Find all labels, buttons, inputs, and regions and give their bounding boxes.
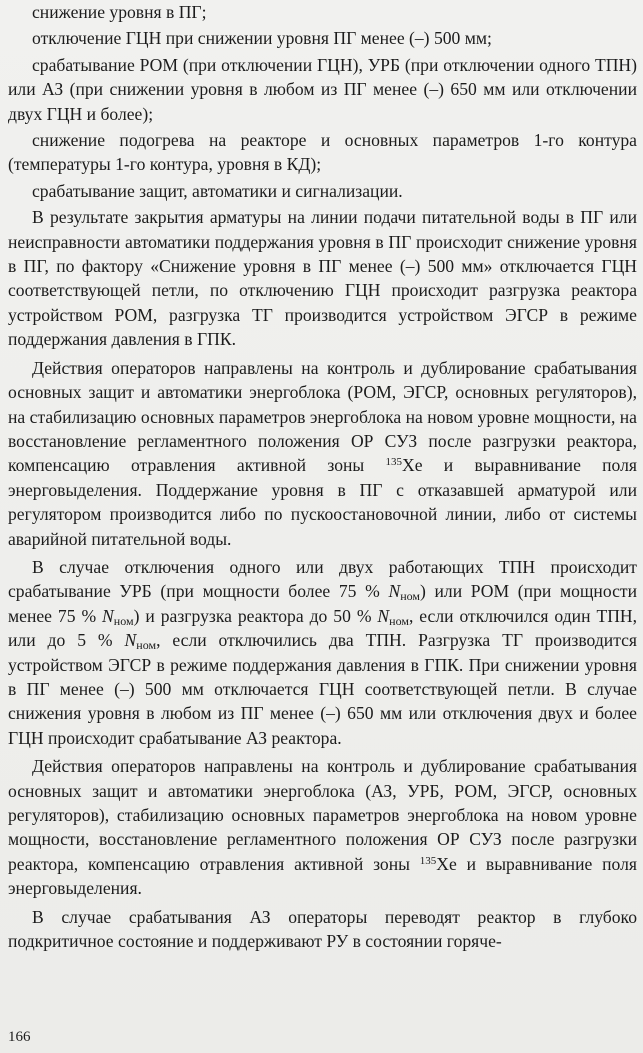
paragraph-text: Действия операторов направлены на контроль и дублирование срабатывания основных защит и автоматики энергоблока (РОМ, ЭГСР, основных регуляторов), на стабилизацию основных параметров энергоблока на новом уровне мощности, на восстановление регламентного положения ОР СУЗ после разгрузки реактора, компенсацию отравления активной зоны — [8, 357, 637, 476]
power-subscript: ном — [113, 613, 134, 628]
isotope-mass-number: 135 — [385, 456, 402, 469]
power-subscript: ном — [136, 638, 157, 653]
list-item: срабатывание РОМ (при отключении ГЦН), УРБ (при отключении одного ТПН) или АЗ (при снижении уровня в любом из ПГ менее (–) 650 мм или отключении двух ГЦН и более); — [8, 54, 637, 124]
isotope-mass-number: 135 — [419, 854, 437, 867]
power-symbol: N — [124, 630, 137, 651]
list-item: снижение подогрева на реакторе и основных параметров 1-го контура (температуры 1-го контура, уровня в КД); — [8, 130, 637, 175]
paragraph-text: , если отключился один ТПН, или до 5 % — [8, 605, 638, 651]
paragraph-text: Действия операторов направлены на контроль и дублирование срабатывания основных защит и автоматики энергоблока (АЗ, УРБ, РОМ, ЭГСР, основных регуляторов), стабилизацию основных параметров энергоблока на новом уровне мощности, восстановление регламентного положения ОР СУЗ после разгрузки реактора, компенсацию отравления активной зоны — [8, 756, 637, 874]
paragraph-text: ) и разгрузка реактора до 50 % — [133, 605, 378, 626]
paragraph: В результате закрытия арматуры на линии подачи питательной воды в ПГ или неисправности автоматики поддержания уровня в ПГ происходит снижение уровня в ПГ, по фактору «Снижение уровня в ПГ менее (–) 500 мм» отключается ГЦН соответствующей петли, по отключению ГЦН происходит разгрузка реактора устройством РОМ, разгрузка ТГ производится устройством ЭГСР в режиме поддержания давления в ГПК. — [8, 207, 637, 350]
power-symbol: N — [388, 581, 401, 602]
paragraph-text: В случае отключения одного или двух работающих ТПН происходит срабатывание УРБ (при мощности более 75 % — [8, 556, 637, 602]
paragraph-text: Xe и выравнивание поля энерговыделения. — [8, 853, 637, 899]
paragraph — [8, 555, 637, 750]
paragraph: В случае срабатывания АЗ операторы переводят реактор в глубоко подкритичное состояние и поддерживают РУ в состоянии горяче- — [8, 906, 637, 952]
list-item: срабатывание защит, автоматики и сигнализации. — [32, 180, 403, 201]
paragraph-text: , если отключились два ТПН. Разгрузка ТГ производится устройством ЭГСР в режиме поддержания давления в ГПК. При снижении уровня в ПГ менее (–) 500 мм отключается ГЦН соответствующей петли. В случае снижения уровня в любом из ПГ менее (–) 650 мм или отключения двух и более ГЦН происходит срабатывание АЗ реактора. — [8, 630, 638, 748]
list-item: снижение уровня в ПГ; — [32, 2, 207, 22]
power-subscript: ном — [400, 589, 420, 604]
page-number: 166 — [8, 1029, 31, 1045]
power-subscript: ном — [389, 613, 409, 628]
paragraph — [8, 356, 637, 551]
paragraph — [8, 754, 637, 900]
list-item: отключение ГЦН при снижении уровня ПГ менее (–) 500 мм; — [32, 28, 492, 49]
paragraph-text: ) или РОМ (при мощности менее 75 % — [8, 581, 637, 626]
power-symbol: N — [102, 605, 114, 626]
body-text — [8, 0, 637, 957]
power-symbol: N — [377, 605, 390, 626]
paragraph-text: Xe и выравнивание поля энерговыделения. Поддержание уровня в ПГ с отказавшей арматурой или регулятором производится либо по пускоостановочной линии, либо от системы аварийной питательной воды. — [8, 455, 637, 549]
